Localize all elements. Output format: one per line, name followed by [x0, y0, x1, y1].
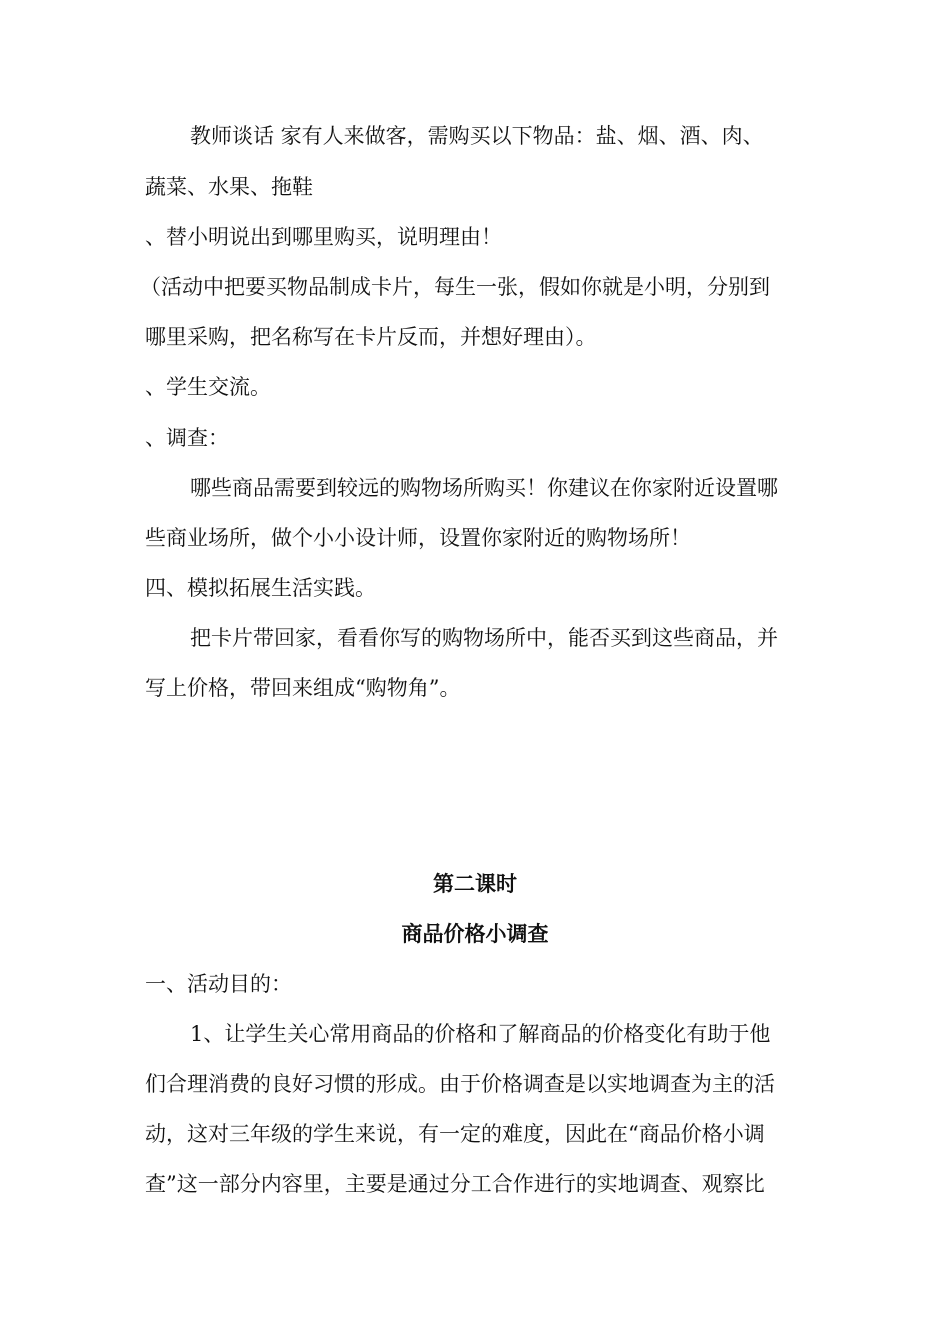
paragraph-line: 哪里采购，把名称写在卡片反而，并想好理由）。: [145, 325, 597, 349]
paragraph-line: 1、让学生关心常用商品的价格和了解商品的价格变化有助于他: [190, 1022, 771, 1046]
paragraph-line: 、学生交流。: [145, 375, 271, 399]
paragraph-line: 教师谈话 家有人来做客，需购买以下物品：盐、烟、酒、肉、: [190, 124, 764, 148]
paragraph-line: 哪些商品需要到较远的购物场所购买！你建议在你家附近设置哪: [190, 476, 778, 500]
paragraph-line: 们合理消费的良好习惯的形成。由于价格调查是以实地调查为主的活: [145, 1072, 775, 1096]
paragraph-line: 动，这对三年级的学生来说，有一定的难度，因此在“商品价格小调: [145, 1122, 765, 1146]
section-heading: 一、活动目的：: [145, 972, 292, 996]
paragraph-line: 查”这一部分内容里，主要是通过分工合作进行的实地调查、观察比: [145, 1172, 765, 1196]
lesson-subtitle: 商品价格小调查: [401, 922, 549, 946]
paragraph-line: 写上价格，带回来组成“购物角”。: [145, 676, 461, 700]
paragraph-line: 些商业场所，做个小小设计师，设置你家附近的购物场所！: [145, 526, 691, 550]
paragraph-line: （活动中把要买物品制成卡片，每生一张，假如你就是小明，分别到: [140, 275, 770, 299]
paragraph-line: 、替小明说出到哪里购买，说明理由！: [145, 225, 502, 249]
paragraph-line: 蔬菜、水果、拖鞋: [145, 175, 313, 199]
paragraph-line: 把卡片带回家，看看你写的购物场所中，能否买到这些商品，并: [190, 626, 778, 650]
paragraph-line: 四、模拟拓展生活实践。: [145, 576, 376, 600]
lesson-title: 第二课时: [433, 872, 517, 896]
paragraph-line: 、调查：: [145, 426, 229, 450]
